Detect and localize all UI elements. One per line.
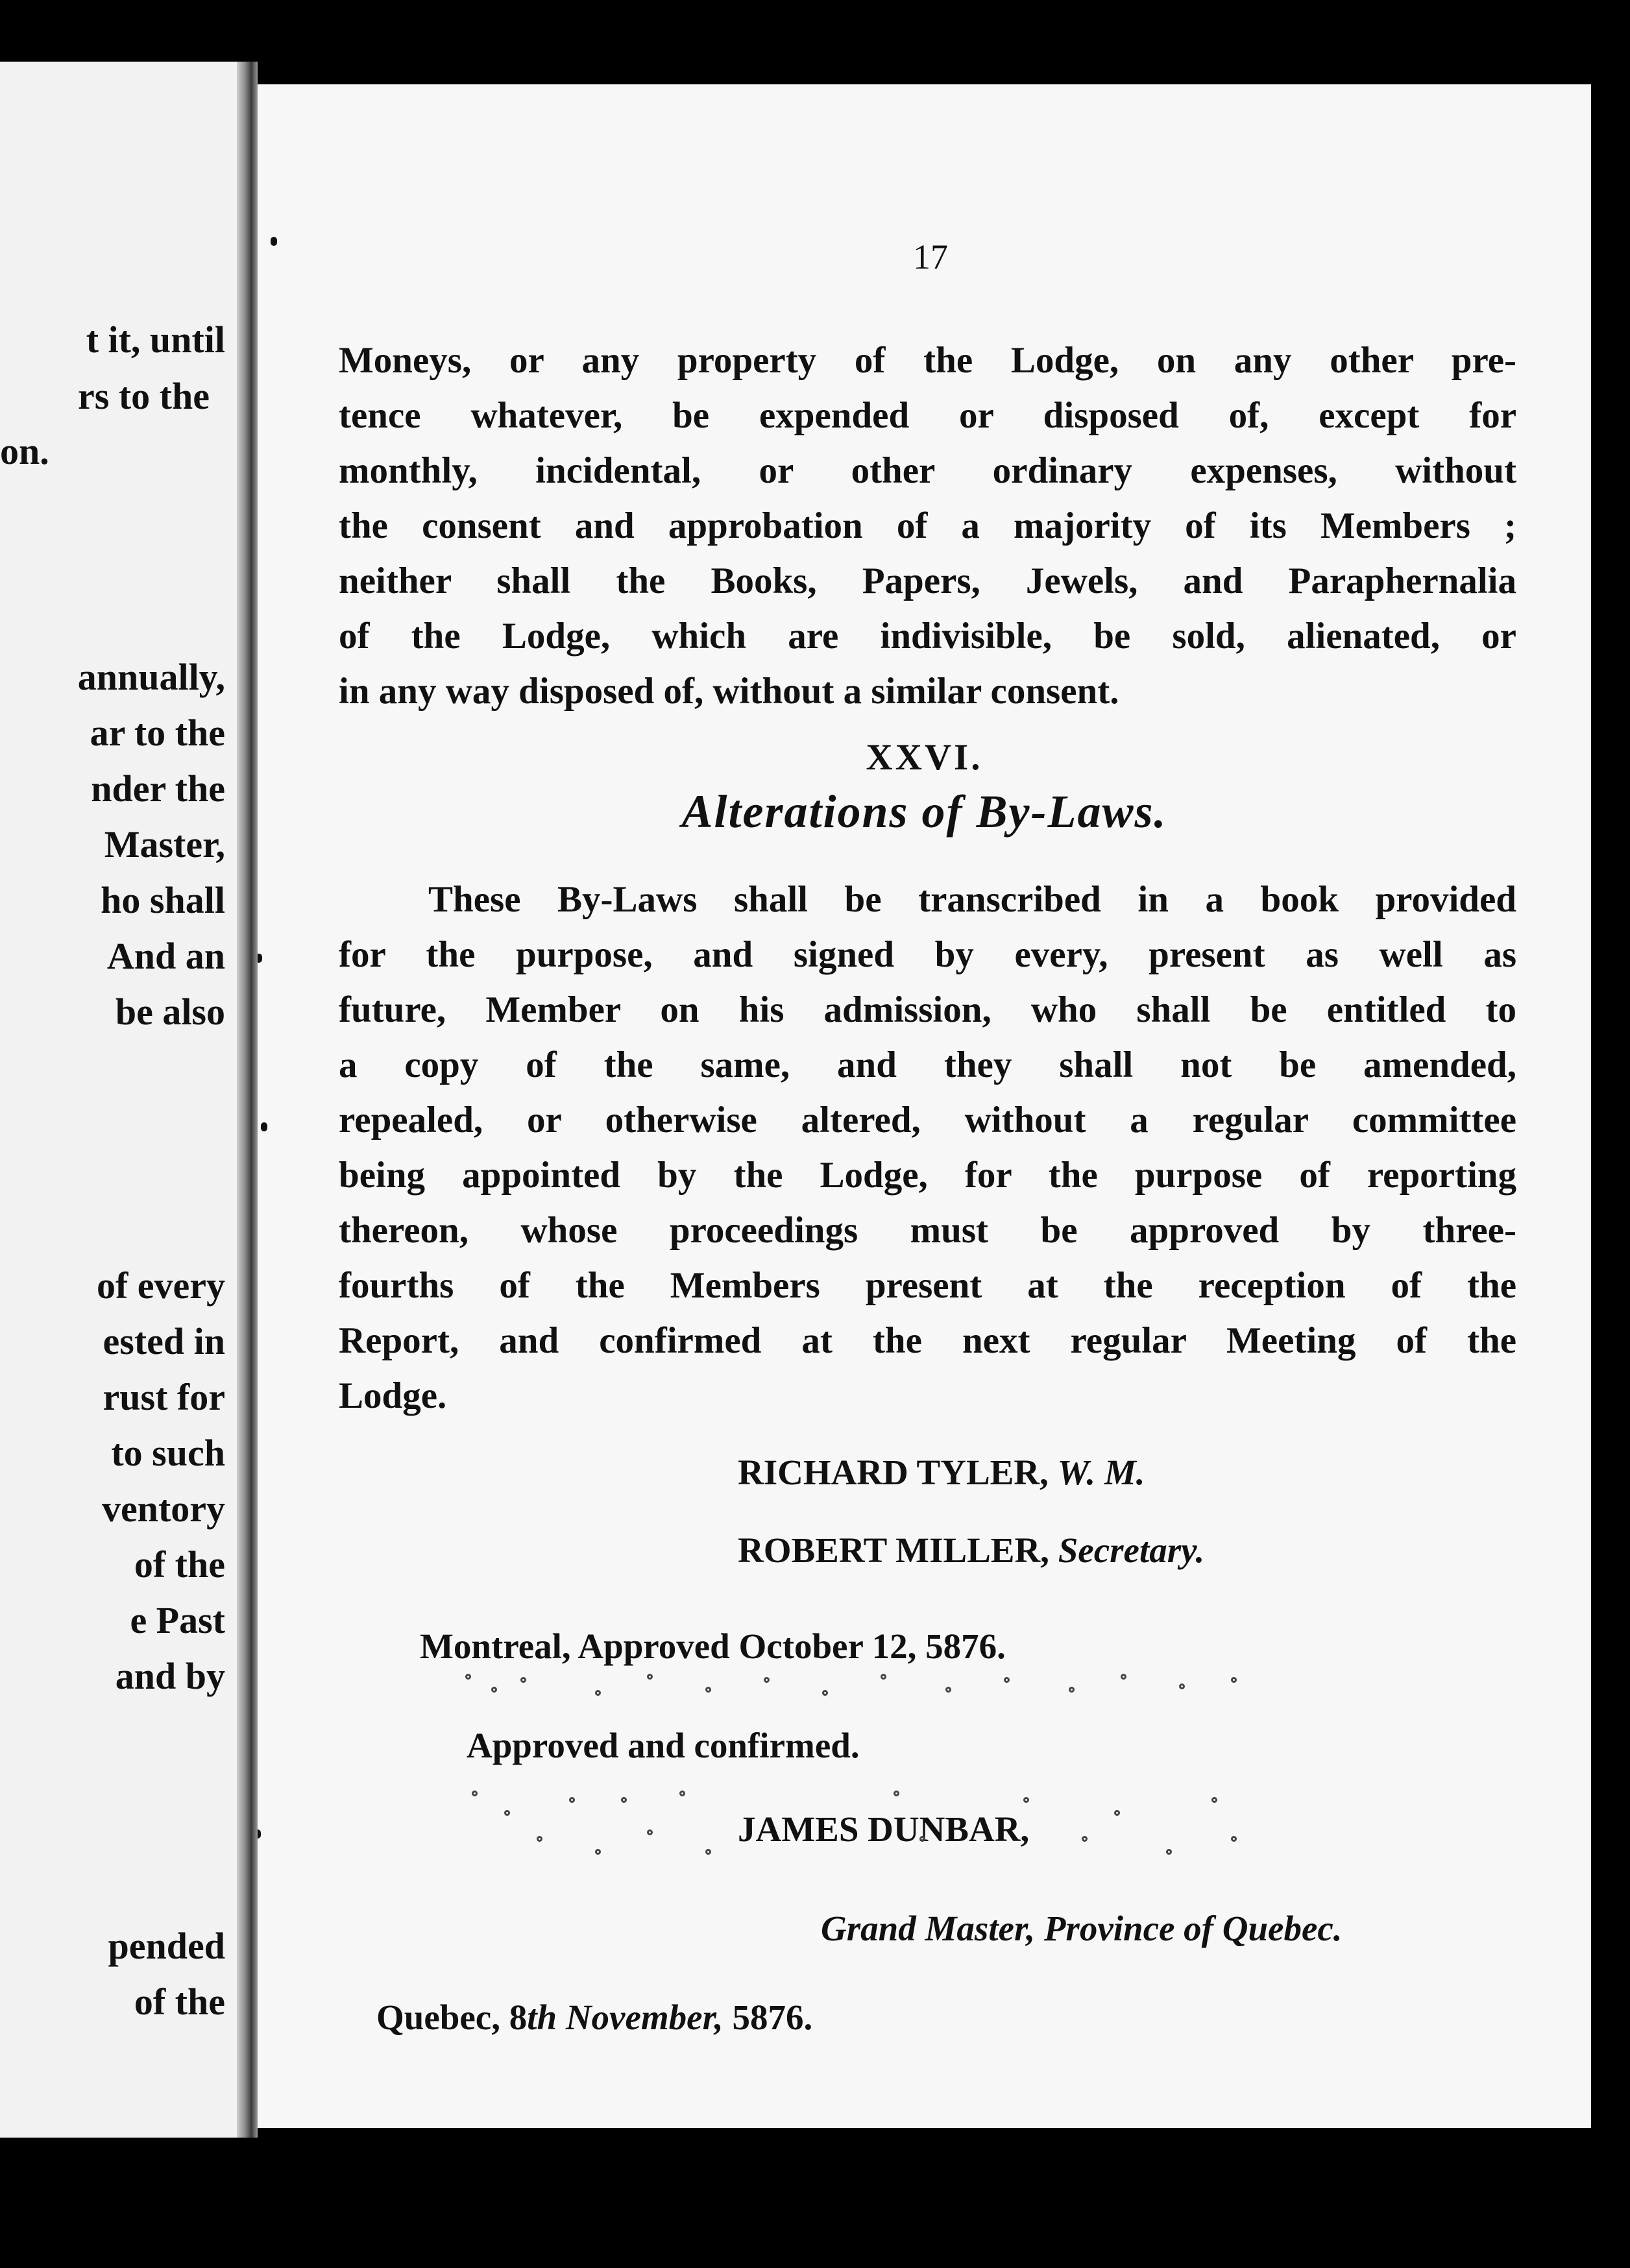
left-page-line: of every xyxy=(96,1264,225,1307)
left-page-line: ar to the xyxy=(90,712,225,754)
quebec-date-year: 5876. xyxy=(732,1997,813,2037)
binding-hole-mark xyxy=(271,237,277,246)
paragraph-line: a copy of the same, and they shall not be amended, xyxy=(339,1044,1516,1085)
left-page-line: rs to the xyxy=(78,375,210,417)
left-page-fragment xyxy=(0,62,237,2138)
left-page-line: rust for xyxy=(103,1376,225,1418)
secretary-name: ROBERT MILLER, xyxy=(738,1530,1049,1570)
binding-hole-mark xyxy=(258,954,262,963)
worshipful-master-name: RICHARD TYLER, xyxy=(738,1453,1049,1492)
paragraph-line: Report, and confirmed at the next regular Meeting of the xyxy=(339,1320,1516,1361)
grand-master-title: Grand Master, Province of Quebec. xyxy=(821,1909,1343,1948)
left-page-line: of the xyxy=(134,1543,225,1586)
paragraph-line: neither shall the Books, Papers, Jewels, and Paraphernalia xyxy=(339,561,1516,601)
book-gutter xyxy=(237,62,258,2138)
left-page-line: on. xyxy=(0,430,49,472)
left-page-line: ho shall xyxy=(101,879,225,921)
worshipful-master-signature xyxy=(738,1454,1145,1490)
left-page-line: of the xyxy=(134,1981,225,2023)
paragraph-line: tence whatever, be expended or disposed of, except for xyxy=(339,395,1516,436)
paragraph-line: for the purpose, and signed by every, present as well as xyxy=(339,934,1516,975)
page-number: 17 xyxy=(913,237,948,276)
secretary-signature xyxy=(738,1532,1204,1568)
paragraph-line: Moneys, or any property of the Lodge, on any other pre- xyxy=(339,340,1516,381)
left-page-line: to such xyxy=(111,1432,225,1474)
section-number: XXVI. xyxy=(866,737,983,778)
worshipful-master-title: W. M. xyxy=(1057,1453,1145,1492)
section-title: Alterations of By-Laws. xyxy=(681,786,1167,838)
paragraph-line: fourths of the Members present at the reception of the xyxy=(339,1265,1516,1306)
paragraph-line: repealed, or otherwise altered, without a regular committee xyxy=(339,1100,1516,1140)
paragraph-line: in any way disposed of, without a similar consent. xyxy=(339,671,1119,712)
grand-master-name: JAMES DUNBAR, xyxy=(738,1809,1030,1849)
left-page-line: e Past xyxy=(130,1599,225,1641)
quebec-date-place: Quebec, 8 xyxy=(376,1997,528,2037)
left-page-line: be also xyxy=(115,991,225,1033)
left-page-line: pended xyxy=(108,1925,225,1967)
left-page-line: Master, xyxy=(104,823,225,865)
secretary-title: Secretary. xyxy=(1058,1530,1205,1570)
approved-confirmed-line: Approved and confirmed. xyxy=(467,1726,860,1765)
quebec-date-line xyxy=(376,1999,812,2035)
paragraph-line: These By-Laws shall be transcribed in a book provided xyxy=(428,879,1516,920)
left-page-line: ventory xyxy=(101,1488,225,1530)
paragraph-line: thereon, whose proceedings must be approved by three- xyxy=(339,1210,1516,1251)
paragraph-line: being appointed by the Lodge, for the purpose of reporting xyxy=(339,1155,1516,1196)
binding-hole-mark xyxy=(258,1829,261,1839)
quebec-date-month: November, xyxy=(565,1997,724,2037)
right-page xyxy=(258,84,1591,2128)
left-page-line: annually, xyxy=(77,656,225,698)
left-page-line: ested in xyxy=(103,1320,225,1362)
left-page-line: nder the xyxy=(91,767,225,810)
paragraph-line: Lodge. xyxy=(339,1375,447,1416)
paragraph-line: the consent and approbation of a majority of its Members ; xyxy=(339,505,1516,546)
left-page-line: And an xyxy=(106,935,225,977)
paragraph-line: future, Member on his admission, who shall be entitled to xyxy=(339,989,1516,1030)
paragraph-line: of the Lodge, which are indivisible, be sold, alienated, or xyxy=(339,616,1516,657)
binding-hole-mark xyxy=(261,1122,267,1131)
montreal-approval-line: Montreal, Approved October 12, 5876. xyxy=(420,1626,1006,1666)
left-page-line: t it, until xyxy=(86,319,225,361)
paragraph-line: monthly, incidental, or other ordinary expenses, without xyxy=(339,450,1516,491)
quebec-date-ordinal: th xyxy=(527,1997,557,2037)
left-page-line: and by xyxy=(115,1655,225,1697)
